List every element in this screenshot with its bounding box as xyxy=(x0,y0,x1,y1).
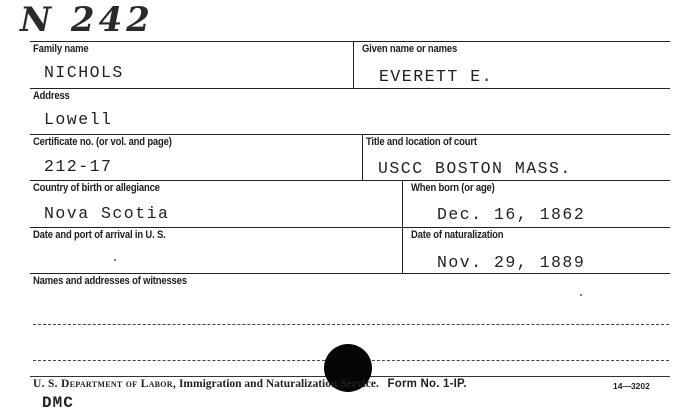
divider-court xyxy=(362,134,363,180)
born-value: Dec. 16, 1862 xyxy=(437,205,586,224)
rule-address xyxy=(30,134,670,135)
witnesses-label: Names and addresses of witnesses xyxy=(33,275,187,287)
rule-country xyxy=(30,227,670,228)
speck xyxy=(114,259,116,261)
country-value: Nova Scotia xyxy=(44,204,170,223)
speck xyxy=(580,294,582,296)
certificate-label: Certificate no. (or vol. and page) xyxy=(33,136,172,148)
service-text: Immigration and Naturalization Service. xyxy=(178,378,379,390)
rule-family xyxy=(30,88,670,89)
rule-certificate xyxy=(30,180,670,181)
form-number: 14—3202 xyxy=(613,381,650,391)
clerk-initials: DMC xyxy=(42,394,74,412)
certificate-value: 212-17 xyxy=(44,157,113,176)
footer-line xyxy=(33,378,467,390)
family-name-value: NICHOLS xyxy=(44,63,124,82)
born-label: When born (or age) xyxy=(411,182,495,194)
form-text: Form No. 1-IP. xyxy=(387,378,467,390)
address-label: Address xyxy=(33,90,70,102)
country-label: Country of birth or allegiance xyxy=(33,182,160,194)
department-text: U. S. Department of Labor, xyxy=(33,378,177,390)
rule-arrival xyxy=(30,273,670,274)
divider-name xyxy=(353,41,354,88)
address-value: Lowell xyxy=(44,110,113,129)
naturalization-label: Date of naturalization xyxy=(411,229,504,241)
divider-dates xyxy=(402,180,403,273)
rule-top xyxy=(30,41,670,42)
arrival-label: Date and port of arrival in U. S. xyxy=(33,229,166,241)
rule-witness-1 xyxy=(33,324,669,325)
court-value: USCC BOSTON MASS. xyxy=(378,159,572,178)
naturalization-value: Nov. 29, 1889 xyxy=(437,253,586,272)
court-label: Title and location of court xyxy=(366,136,477,148)
given-name-label: Given name or names xyxy=(362,43,458,55)
card-number: N 242 xyxy=(20,0,154,40)
family-name-label: Family name xyxy=(33,43,89,55)
given-name-value: EVERETT E. xyxy=(379,67,494,86)
